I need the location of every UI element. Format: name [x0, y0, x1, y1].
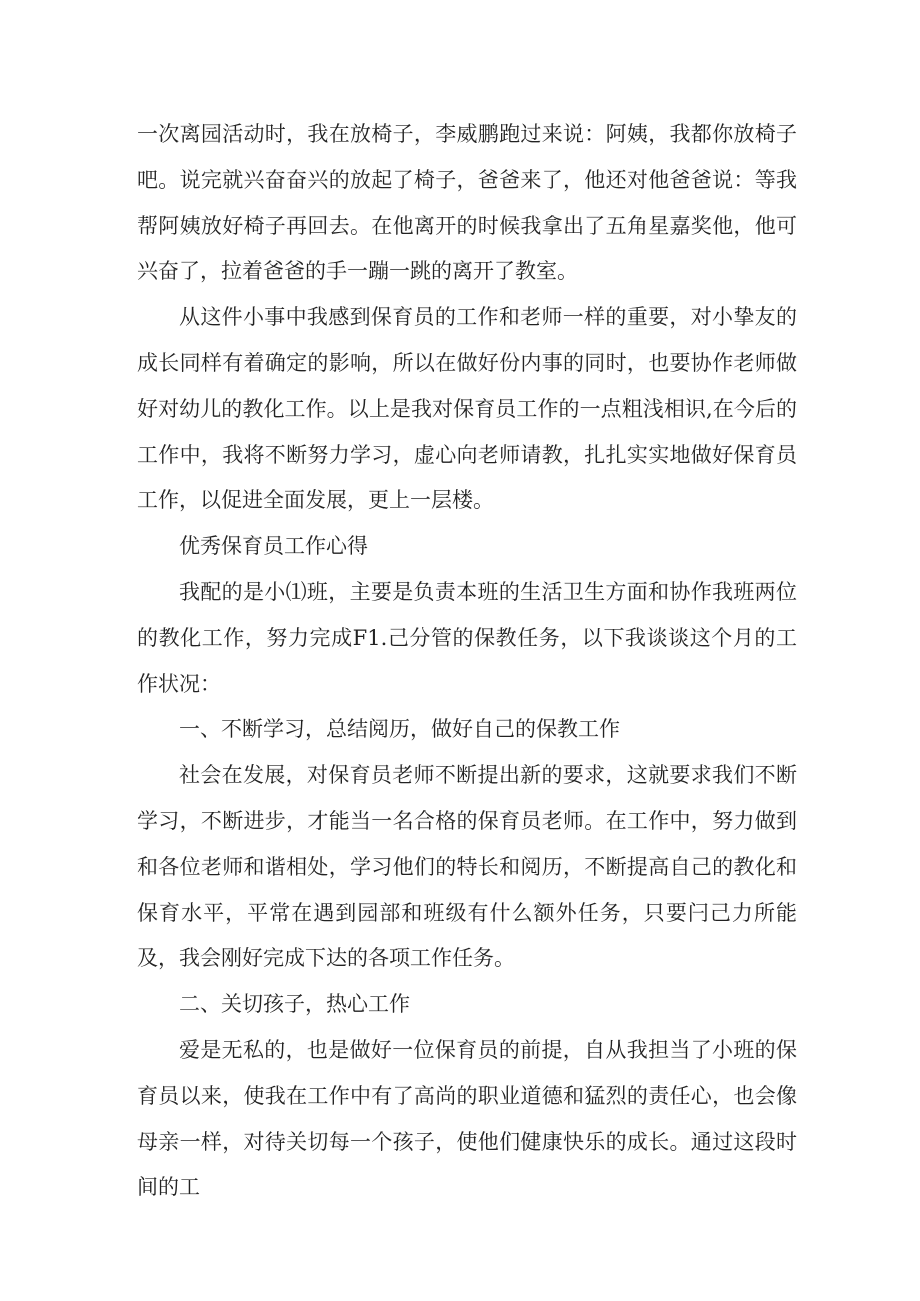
paragraph-introduction: 我配的是小⑴班，主要是负责本班的生活卫生方面和协作我班两位的教化工作，努力完成F1.己分管的保教任务，以下我谈谈这个月的工作状况： [137, 579, 797, 696]
paragraph-point-one-body: 社会在发展，对保育员老师不断提出新的要求，这就要求我们不断学习，不断进步，才能当一名合格的保育员老师。在工作中，努力做到和各位老师和谐相处，学习他们的特长和阅历，不断提高自己的教化和保育水平，平常在遇到园部和班级有什么额外任务，只要闩己力所能及，我会刚好完成下达的各项工作任务。 [137, 763, 797, 971]
paragraph-point-two-body: 爱是无私的，也是做好一位保育员的前提，自从我担当了小班的保育员以来，使我在工作中有了高尚的职业道德和猛烈的责任心，也会像母亲一样，对待关切每一个孩子，使他们健康快乐的成长。通过这段时间的工 [137, 1037, 797, 1200]
heading-point-two: 二、关切孩子，热心工作 [179, 992, 410, 1017]
section-title: 优秀保育员工作心得 [179, 534, 368, 559]
document-body [137, 112, 797, 1211]
heading-point-one: 一、不断学习，总结阅历，做好自己的保教工作 [179, 717, 620, 742]
paragraph-reflection: 从这件小事中我感到保育员的工作和老师一样的重要，对小挚友的成长同样有着确定的影响，所以在做好份内事的同时，也要协作老师做好对幼儿的教化工作。以上是我对保育员工作的一点粗浅相识,在今后的工作中，我将不断努力学习，虚心向老师请教，扎扎实实地做好保育员工作，以促进全面发展，更上一层楼。 [137, 305, 797, 513]
paragraph-story-continuation: 一次离园活动时，我在放椅子，李威鹏跑过来说：阿姨，我都你放椅子吧。说完就兴奋奋兴的放起了椅子，爸爸来了，他还对他爸爸说：等我帮阿姨放好椅子再回去。在他离开的时候我拿出了五角星嘉奖他，他可兴奋了，拉着爸爸的手一蹦一跳的离开了教室。 [137, 122, 797, 284]
